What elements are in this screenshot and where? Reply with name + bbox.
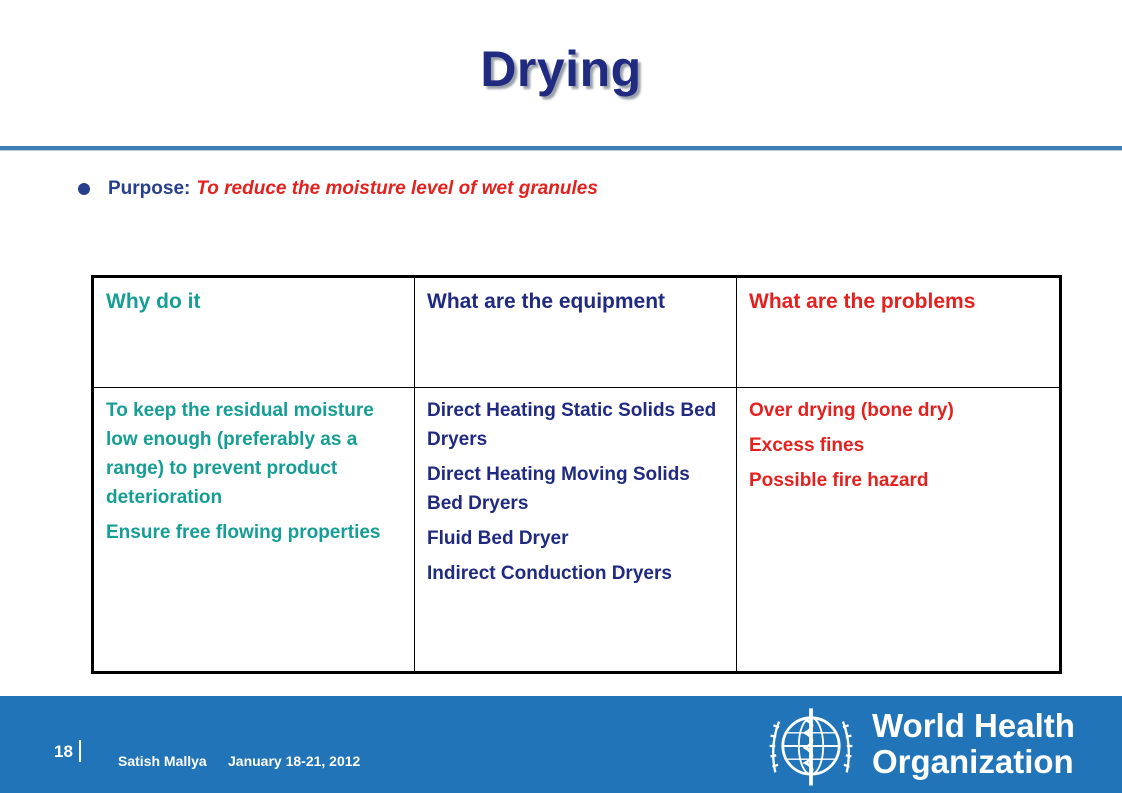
- why-item: To keep the residual moisture low enough (preferably as a range) to prevent product deterioration: [106, 400, 374, 508]
- header-equipment: What are the equipment: [427, 290, 666, 313]
- header-why: Why do it: [106, 290, 201, 313]
- table-header-row: [93, 277, 1061, 388]
- footer-author: Satish Mallya: [118, 753, 207, 769]
- page-separator: [79, 740, 81, 762]
- problem-item: Over drying (bone dry): [749, 400, 954, 421]
- why-item: Ensure free flowing properties: [106, 522, 381, 543]
- problem-item: Possible fire hazard: [749, 470, 929, 491]
- who-line-1: World Health: [872, 707, 1075, 744]
- purpose-text: To reduce the moisture level of wet granules: [196, 178, 598, 199]
- equipment-cell: [415, 388, 737, 673]
- purpose-bullet: [78, 177, 598, 201]
- problem-item: Excess fines: [749, 435, 865, 456]
- drying-table: [91, 275, 1062, 674]
- header-problems: What are the problems: [749, 290, 976, 313]
- header-cell: [93, 277, 415, 388]
- page-title: Drying: [480, 41, 642, 97]
- equipment-item: Direct Heating Static Solids Bed Dryers: [427, 400, 717, 450]
- bullet-dot-icon: [78, 183, 90, 195]
- problems-cell: [737, 388, 1061, 673]
- why-cell: [93, 388, 415, 673]
- header-cell: [737, 277, 1061, 388]
- footer-date: January 18-21, 2012: [228, 753, 361, 769]
- equipment-item: Direct Heating Moving Solids Bed Dryers: [427, 464, 690, 514]
- header-cell: [415, 277, 737, 388]
- who-line-2: Organization: [872, 743, 1074, 780]
- footer-bar: [0, 696, 1122, 793]
- who-wordmark: [872, 708, 1075, 780]
- equipment-item: Fluid Bed Dryer: [427, 528, 569, 549]
- title-divider: [0, 146, 1122, 151]
- table-row: [93, 388, 1061, 673]
- who-emblem-icon: [764, 699, 858, 793]
- page-number: 18: [54, 742, 73, 761]
- equipment-item: Indirect Conduction Dryers: [427, 563, 672, 584]
- purpose-label: Purpose:: [108, 178, 191, 199]
